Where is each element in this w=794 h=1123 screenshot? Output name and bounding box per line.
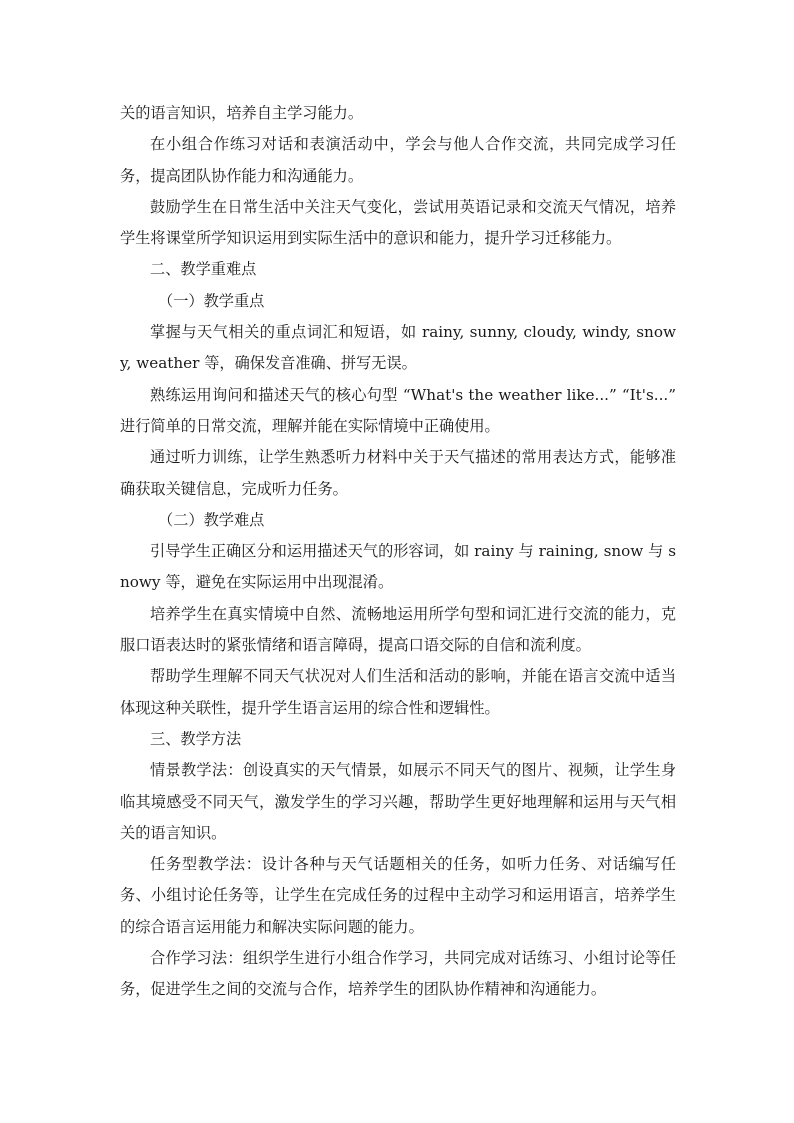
- section-heading-key-difficult-points: 二、教学重难点: [150, 260, 257, 279]
- paragraph-difficulty-logic: 帮助学生理解不同天气状况对人们生活和活动的影响，并能在语言交流中适当体现这种关联性，提升学生语言运用的综合性和逻辑性。: [120, 667, 676, 717]
- paragraph-focus-listening: 通过听力训练，让学生熟悉听力材料中关于天气描述的常用表达方式，能够准确获取关键信息，完成听力任务。: [120, 448, 676, 498]
- subheading-teaching-focus: （一）教学重点: [158, 291, 265, 310]
- paragraph-method-task-based: 任务型教学法：设计各种与天气话题相关的任务，如听力任务、对话编写任务、小组讨论任务等，让学生在完成任务的过程中主动学习和运用语言，培养学生的综合语言运用能力和解决实际问题的能力。: [120, 855, 676, 936]
- paragraph-focus-vocabulary: 掌握与天气相关的重点词汇和短语，如 rainy, sunny, cloudy, windy, snowy, weather 等，确保发音准确、拼写无误。: [120, 323, 676, 373]
- paragraph-difficulty-fluency: 培养学生在真实情境中自然、流畅地运用所学句型和词汇进行交流的能力，克服口语表达时的紧张情绪和语言障碍，提高口语交际的自信和流利度。: [120, 604, 676, 655]
- paragraph-focus-sentence-patterns: 熟练运用询问和描述天气的核心句型 “What's the weather like...” “It's...” 进行简单的日常交流，理解并能在实际情境中正确使用。: [120, 385, 676, 435]
- paragraph-continuation: 关的语言知识，培养自主学习能力。: [120, 104, 363, 122]
- document-body: [120, 98, 676, 1006]
- paragraph-difficulty-adjectives: 引导学生正确区分和运用描述天气的形容词，如 rainy 与 raining, snow 与 snowy 等，避免在实际运用中出现混淆。: [120, 542, 676, 592]
- paragraph-method-cooperative: 合作学习法：组织学生进行小组合作学习，共同完成对话练习、小组讨论等任务，促进学生之间的交流与合作，培养学生的团队协作精神和沟通能力。: [120, 949, 676, 999]
- section-heading-teaching-methods: 三、教学方法: [150, 729, 242, 748]
- paragraph-transfer-goal: 鼓励学生在日常生活中关注天气变化，尝试用英语记录和交流天气情况，培养学生将课堂所学知识运用到实际生活中的意识和能力，提升学习迁移能力。: [120, 197, 676, 248]
- subheading-teaching-difficulty: （二）教学难点: [158, 510, 265, 529]
- paragraph-cooperation-goal: 在小组合作练习对话和表演活动中，学会与他人合作交流，共同完成学习任务，提高团队协作能力和沟通能力。: [120, 135, 676, 185]
- paragraph-method-situational: 情景教学法：创设真实的天气情景，如展示不同天气的图片、视频，让学生身临其境感受不同天气，激发学生的学习兴趣，帮助学生更好地理解和运用与天气相关的语言知识。: [120, 761, 676, 842]
